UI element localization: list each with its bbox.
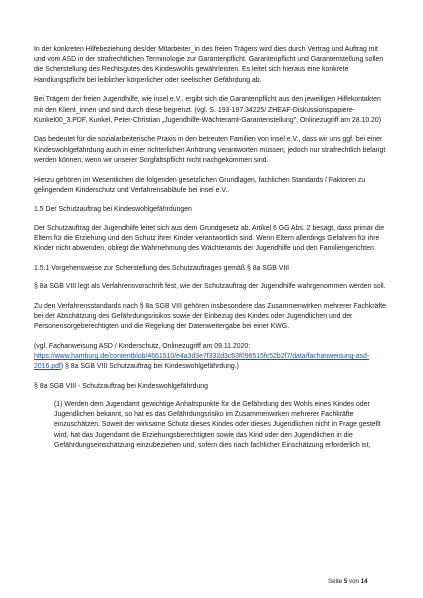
citation-prefix: (vgl. Fachanweisung ASD / Kinderschutz, Onlinezugriff am 09.11.2020: [34,342,251,350]
page-content [34,45,389,461]
page-number [328,578,368,585]
section-heading-1-5-1: 1.5.1 Vorgehensweise zur Scherstellung des Schutzauftrages gemäß § 8a SGB VIII [34,264,290,272]
fachanweisung-link[interactable]: https://www.hamburg.de/contentblob/4661510/e4a3d3e7f332d3c63f096515fc52b2f7/data/fachanweisung-asd-2016.pdf [34,352,370,371]
section-heading-1-5: 1.5 Der Schutzauftrag bei Kindeswohlgefährdungen [34,206,192,214]
paragraph-grundlagen: Hierzu gehören im Wesentlichen die folgenden gesetzlichen Grundlagen, fachlichen Standards / Faktoren zu gelingendem Kinderschutz und Verfahrensabläufe bei insel e.V.. [34,176,366,194]
law-heading: § 8a SGB VIII - Schutzauftrag bei Kindeswohlgefährdung [34,382,208,390]
page-number-current: 5 [343,578,348,585]
paragraph-citation [34,342,389,373]
citation-suffix: ) § 8a SGB VIII Schutzauftrag bei Kindeswohlgefährdung.) [60,363,239,371]
law-text-paragraph-1: (1) Werden dem Jugendamt gewichtige Anhaltspunkte für die Gefährdung des Wohls eines Kindes oder Jugendlichen bekannt, so hat es das Gefährdungsrisiko im Zusammenwirken mehrerer Fachkräfte einzuschätzen. Soweit der wirksame Schutz dieses Kindes oder dieses Jugendlichen nicht in Frage gestellt wird, hat das Jugendamt die Erziehungsberechtigten sowie das Kind oder den Jugendlichen in die Gefährdungseinschätzung einzubeziehen und, sofern dies nach fachlicher Einschätzung erforderlich ist, [54,401,381,449]
paragraph-verfahrensvorschrift: § 8a SGB VIII legt als Verfahrensvorschrift fest, wie der Schutzauftrag der Jugendhilfe wahrgenommen werden soll. [34,282,386,290]
paragraph-freie-jugendhilfe: Bei Trägern der freien Jugendhilfe, wie insel e.V., ergibt sich die Garantenpflicht aus den jeweiligen Hilfekontakten mit den Klient_innen und sind durch diese begrenzt. (vgl. S. 193-197.34225/ ZHEAF-Diskussionspapiere-Kunkel00_3.PDF, Kunkel, Peter-Christian „Jugendhilfe-Wächteramt-Garantenstellung", Onlinezugriff am 28.10.20) [34,96,382,124]
paragraph-verfahrensstandards: Zu den Verfahrensstandards nach § 8a SGB VIII gehören insbesondere das Zusammenwirken mehrerer Fachkräfte bei der Abschätzung des Gefährdungsrisikos sowie der Einbezug des Kindes oder Jugendlichen und der Personensorgeberechtigten und die Regelung der Datenweitergabe bei einer KWG. [34,302,386,331]
page-number-prefix: Seite [328,578,344,585]
paragraph-garantenpflicht: In der konkreten Hilfebeziehung des/der Mitarbeiter_in des freien Trägers wird dies durch Vertrag und Auftrag mit und vom ASD in der strafrechtlichen Terminologie zur Garantenpflicht. Garantenpflicht und Garantenstellung sollen die Scherstellung des Rechtsgutes des Kindeswohls gewährleisten. Es leitet sich hieraus eine konkrete Handlungspflicht bei leiblicher körperlicher oder seelischer Gefährdung ab. [34,46,384,84]
paragraph-grundgesetz: Der Schutzauftrag der Jugendhilfe leitet sich aus dem Grundgesetz ab. Artikel 6 GG Abs. 2 besagt, dass primär die Eltern für die Erziehung und den Schutz ihrer Kinder verantwortlich sind. Wenn Eltern allerdings Gefahren für ihre Kinder nicht abwenden, obliegt die Wahrnehmung des Wächteramts der Jugendhilfe und den Familiengerichten. [34,224,385,253]
page-number-total: 14 [360,578,368,585]
paragraph-praxis: Das bedeutet für die sozialarbeiterische Praxis in den betreuten Familien von insel e.V., dass wir uns ggf. bei einer Kindeswohlgefährdung auch in einer richterlichen Anhörung verantworten müssen, jedoch nur strafrechtlich belangt werden können, wenn wir unserer Sorgfaltspflicht nicht nachgekommen sind. [34,136,386,164]
page-number-middle: von [347,578,361,585]
